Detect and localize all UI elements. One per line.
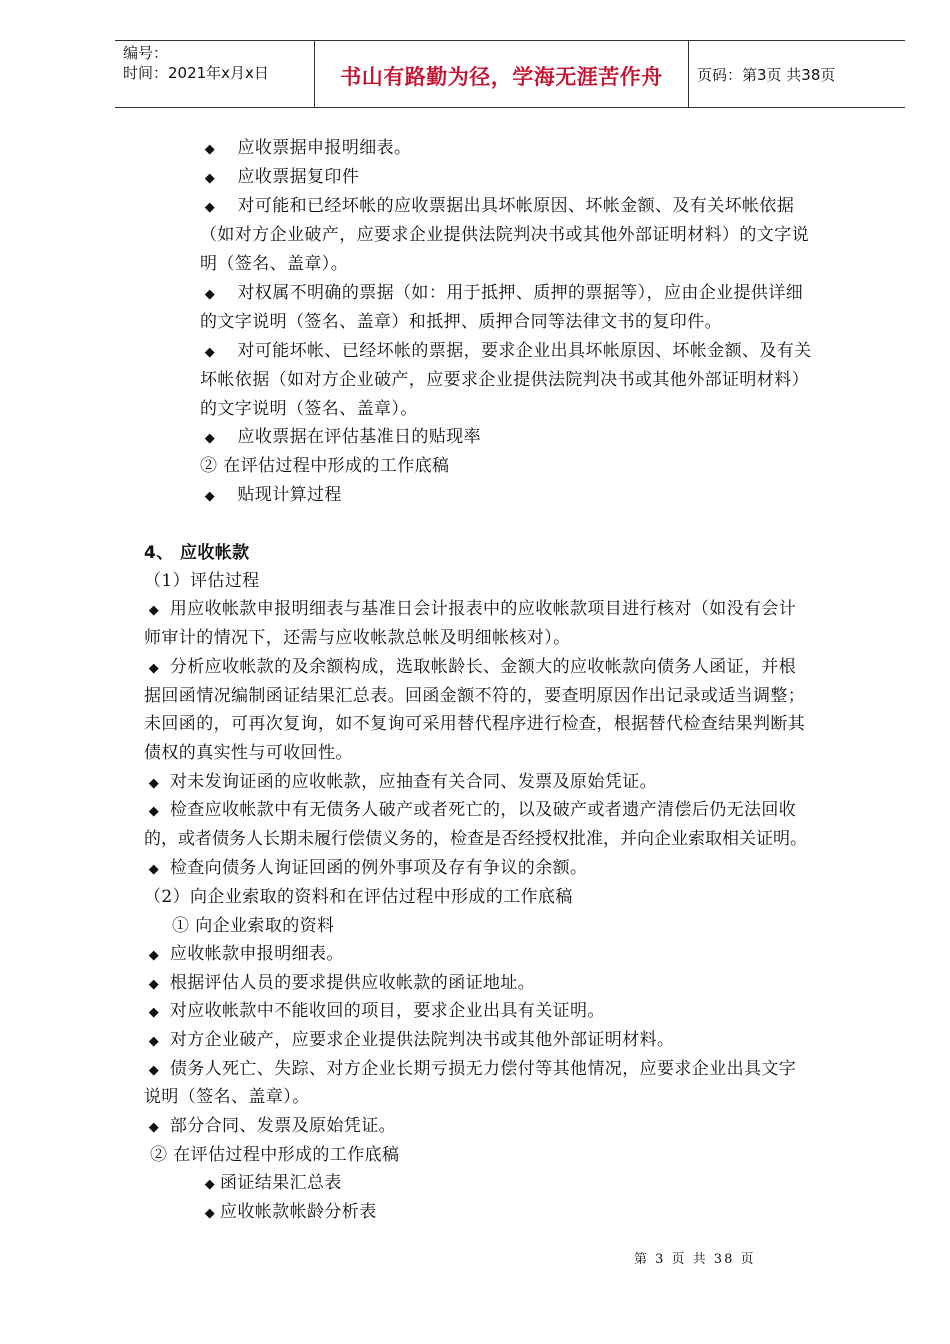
bullet-icon: ◆ bbox=[204, 489, 216, 504]
text-line: （如对方企业破产，应要求企业提供法院判决书或其他外部证明材料）的文字说 bbox=[200, 225, 809, 245]
bullet-icon: ◆ bbox=[148, 603, 160, 618]
bullet-icon: ◆ bbox=[148, 804, 160, 819]
bullet-icon: ◆ bbox=[148, 1034, 160, 1049]
text-line: 明（签名、盖章）。 bbox=[200, 254, 349, 274]
list-item: ◆ 债务人死亡、失踪、对方企业长期亏损无力偿付等其他情况，应要求企业出具文字 bbox=[144, 1057, 950, 1083]
section-heading: 4、 应收帐款 bbox=[144, 543, 250, 563]
time-label: 时间：2021年x月x日 bbox=[123, 64, 269, 82]
bullet-icon: ◆ bbox=[148, 862, 160, 877]
list-item: ◆ 用应收帐款申报明细表与基准日会计报表中的应收帐款项目进行核对（如没有会计 bbox=[144, 597, 950, 623]
bullet-icon: ◆ bbox=[204, 1177, 216, 1192]
bullet-icon: ◆ bbox=[148, 1005, 160, 1020]
bullet-icon: ◆ bbox=[148, 977, 160, 992]
list-item: ◆ 应收票据在评估基准日的贴现率 bbox=[200, 425, 950, 451]
bullet-icon: ◆ bbox=[204, 431, 216, 446]
list-item: ◆ 部分合同、发票及原始凭证。 bbox=[144, 1114, 950, 1140]
list-item: ◆ 对可能和已经坏帐的应收票据出具坏帐原因、坏帐金额、及有关坏帐依据 bbox=[200, 194, 950, 220]
header-motto: 书山有路勤为径，学海无涯苦作舟 bbox=[340, 65, 663, 89]
list-item: ◆ 应收票据复印件 bbox=[200, 165, 950, 191]
list-item: ◆ 应收帐款申报明细表。 bbox=[144, 942, 950, 968]
bullet-icon: ◆ bbox=[204, 345, 216, 360]
text-line: 债权的真实性与可收回性。 bbox=[144, 743, 353, 763]
text-line: 师审计的情况下，还需与应收帐款总帐及明细帐核对）。 bbox=[144, 628, 571, 648]
bullet-icon: ◆ bbox=[148, 661, 160, 676]
subheading: （1）评估过程 bbox=[144, 571, 260, 591]
list-item: ◆ 检查向债务人询证回函的例外事项及存有争议的余额。 bbox=[144, 856, 950, 882]
text-line: 的文字说明（签名、盖章）和抵押、质押合同等法律文书的复印件。 bbox=[200, 312, 722, 332]
list-item: ◆ 对未发询证函的应收帐款，应抽查有关合同、发票及原始凭证。 bbox=[144, 770, 950, 796]
text-line: 未回函的，可再次复询，如不复询可采用替代程序进行检查，根据替代检查结果判断其 bbox=[144, 714, 806, 734]
bullet-icon: ◆ bbox=[204, 287, 216, 302]
bullet-icon: ◆ bbox=[204, 171, 216, 186]
header-middle-cell bbox=[315, 41, 689, 107]
text-line: 据回函情况编制函证结果汇总表。回函金额不符的，要查明原因作出记录或适当调整； bbox=[144, 686, 806, 706]
header-right-cell bbox=[689, 41, 905, 107]
subheading: ① 向企业索取的资料 bbox=[172, 916, 335, 936]
subheading: ② 在评估过程中形成的工作底稿 bbox=[150, 1145, 400, 1165]
list-item: ◆ 应收票据申报明细表。 bbox=[200, 136, 950, 162]
bullet-icon: ◆ bbox=[204, 1206, 216, 1221]
list-item: ◆ 函证结果汇总表 bbox=[200, 1171, 950, 1197]
list-item: ◆ 对应收帐款中不能收回的项目，要求企业出具有关证明。 bbox=[144, 999, 950, 1025]
header-left-cell bbox=[115, 41, 315, 107]
bullet-icon: ◆ bbox=[148, 948, 160, 963]
list-item: ◆ 应收帐款帐龄分析表 bbox=[200, 1200, 950, 1226]
page-info: 页码：第3页 共38页 bbox=[697, 66, 836, 84]
list-item: ◆ 分析应收帐款的及余额构成，选取帐龄长、金额大的应收帐款向债务人函证，并根 bbox=[144, 655, 950, 681]
number-label: 编号： bbox=[123, 44, 169, 62]
text-line: 的文字说明（签名、盖章）。 bbox=[200, 399, 418, 419]
page-footer: 第 3 页 共 38 页 bbox=[634, 1252, 756, 1267]
text-line: 的，或者债务人长期未履行偿债义务的，检查是否经授权批准，并向企业索取相关证明。 bbox=[144, 829, 807, 849]
bullet-icon: ◆ bbox=[148, 1063, 160, 1078]
subheading: （2）向企业索取的资料和在评估过程中形成的工作底稿 bbox=[144, 887, 573, 907]
subheading: ② 在评估过程中形成的工作底稿 bbox=[200, 456, 450, 476]
list-item: ◆ 对可能坏帐、已经坏帐的票据，要求企业出具坏帐原因、坏帐金额、及有关 bbox=[200, 339, 950, 365]
list-item: ◆ 贴现计算过程 bbox=[200, 483, 950, 509]
page-header bbox=[115, 40, 905, 108]
list-item: ◆ 对方企业破产，应要求企业提供法院判决书或其他外部证明材料。 bbox=[144, 1028, 950, 1054]
list-item: ◆ 根据评估人员的要求提供应收帐款的函证地址。 bbox=[144, 971, 950, 997]
bullet-icon: ◆ bbox=[148, 776, 160, 791]
text-line: 坏帐依据（如对方企业破产，应要求企业提供法院判决书或其他外部证明材料） bbox=[200, 370, 809, 390]
bullet-icon: ◆ bbox=[148, 1120, 160, 1135]
bullet-icon: ◆ bbox=[204, 200, 216, 215]
bullet-icon: ◆ bbox=[204, 142, 216, 157]
list-item: ◆ 对权属不明确的票据（如：用于抵押、质押的票据等），应由企业提供详细 bbox=[200, 281, 950, 307]
text-line: 说明（签名、盖章）。 bbox=[144, 1087, 310, 1107]
list-item: ◆ 检查应收帐款中有无债务人破产或者死亡的，以及破产或者遗产清偿后仍无法回收 bbox=[144, 798, 950, 824]
